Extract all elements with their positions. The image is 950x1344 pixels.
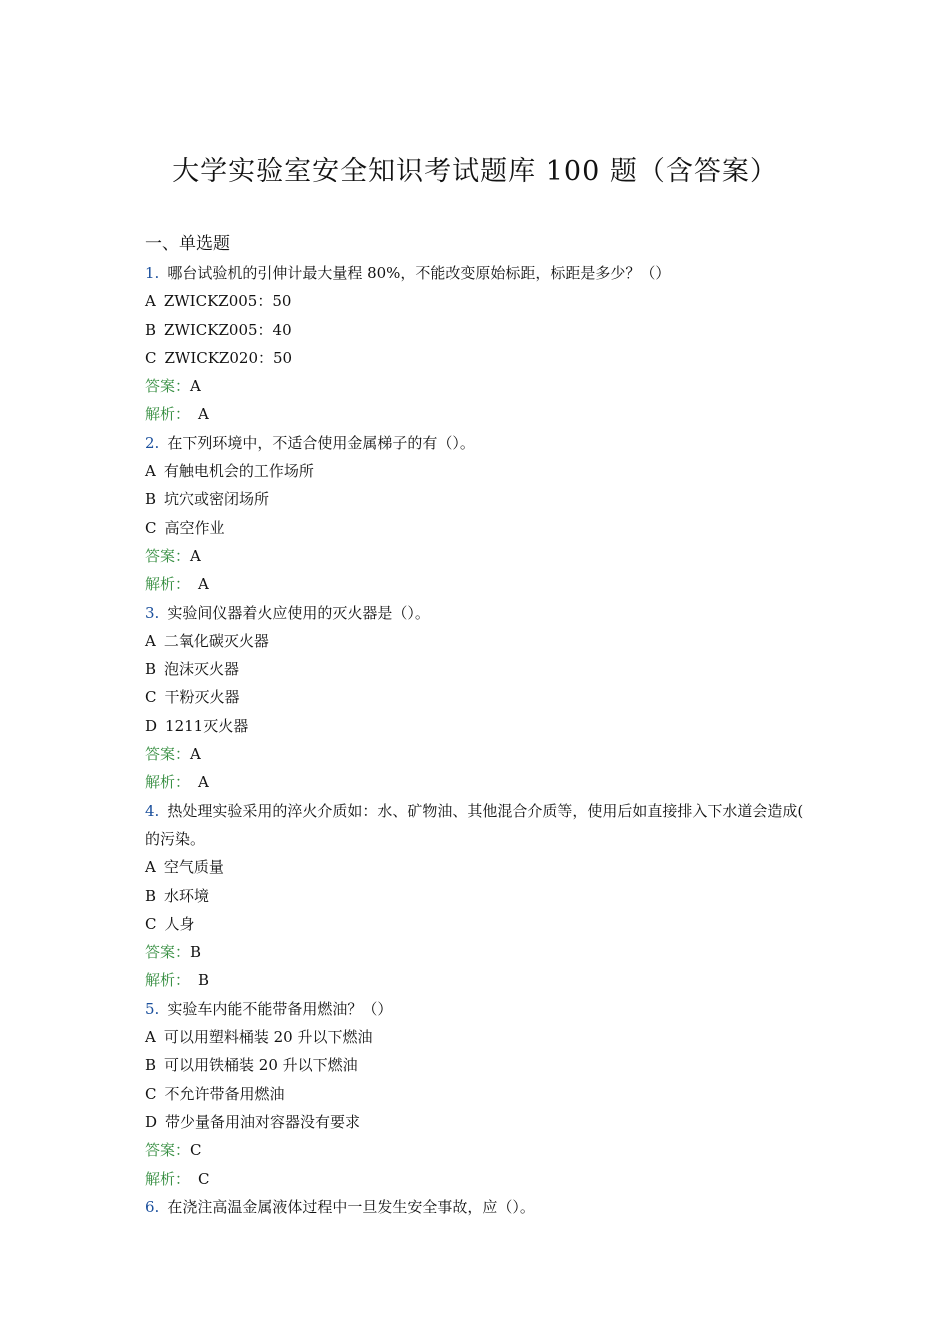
option-text: ZWICKZ005：50 [163, 292, 292, 311]
option-letter: A [145, 631, 156, 650]
analysis-value: C [198, 1169, 210, 1188]
option-letter: B [145, 1056, 157, 1075]
analysis-label: 解析： [145, 405, 191, 424]
option-text: 水环境 [164, 886, 210, 905]
option-letter: C [145, 518, 157, 537]
option-letter: B [145, 886, 157, 905]
option-letter: A [145, 292, 156, 311]
analysis-label: 解析： [145, 773, 191, 792]
answer-line [145, 740, 815, 768]
analysis-line [145, 1165, 815, 1193]
question-number: 6. [145, 1197, 160, 1216]
option-item [145, 712, 815, 740]
option-item [145, 344, 815, 372]
answer-label: 答案： [145, 1141, 191, 1160]
question-number: 1. [145, 264, 160, 282]
option-item [145, 1108, 815, 1136]
option-item [145, 882, 815, 910]
option-letter: C [145, 914, 157, 933]
answer-label: 答案： [145, 943, 191, 962]
option-item [145, 1023, 815, 1051]
option-letter: D [145, 1112, 158, 1131]
analysis-line [145, 570, 815, 598]
option-item [145, 1051, 815, 1079]
question-number: 5. [145, 999, 160, 1018]
analysis-value: B [198, 971, 210, 990]
document-title: 大学实验室安全知识考试题库 100 题（含答案） [172, 156, 778, 187]
question-stem [145, 429, 815, 457]
answer-label: 答案： [145, 377, 191, 396]
option-letter: B [145, 490, 157, 509]
option-item [145, 627, 815, 655]
option-letter: C [145, 1084, 157, 1103]
option-item [145, 1080, 815, 1108]
question-stem [145, 259, 815, 287]
option-item [145, 287, 815, 315]
question-stem [145, 995, 815, 1023]
answer-value: B [190, 943, 202, 962]
option-text: ZWICKZ020：50 [164, 348, 293, 367]
option-item [145, 485, 815, 513]
option-item [145, 457, 815, 485]
analysis-line [145, 400, 815, 428]
question-text: 热处理实验采用的淬火介质如：水、矿物油、其他混合介质等，使用后如直接排入下水道会造成( 的污染。 [145, 801, 804, 848]
option-letter: A [145, 462, 156, 481]
question-text: 实验间仪器着火应使用的灭火器是（）。 [167, 603, 430, 622]
option-text: 人身 [164, 914, 195, 933]
question-number: 3. [145, 603, 160, 622]
option-letter: D [145, 716, 158, 735]
question-number: 4. [145, 801, 160, 820]
option-letter: B [145, 660, 157, 679]
option-text: 不允许带备用燃油 [164, 1084, 285, 1103]
question-list [145, 259, 815, 1221]
answer-line [145, 542, 815, 570]
analysis-label: 解析： [145, 1169, 191, 1188]
option-text: ZWICKZ005：40 [164, 320, 292, 339]
answer-label: 答案： [145, 546, 191, 565]
option-text: 有触电机会的工作场所 [163, 462, 314, 481]
option-item [145, 853, 815, 881]
option-text: 可以用铁桶装 20 升以下燃油 [164, 1056, 358, 1075]
answer-value: C [190, 1141, 202, 1160]
option-letter: A [145, 858, 156, 877]
analysis-line [145, 768, 815, 796]
answer-value: A [190, 377, 201, 396]
option-letter: C [145, 348, 157, 367]
option-letter: A [145, 1028, 156, 1047]
analysis-label: 解析： [145, 971, 191, 990]
question-text: 在下列环境中，不适合使用金属梯子的有（）。 [167, 433, 475, 452]
option-text: 坑穴或密闭场所 [164, 490, 270, 509]
question-stem [145, 599, 815, 627]
question-text: 在浇注高温金属液体过程中一旦发生安全事故，应（）。 [167, 1197, 535, 1216]
option-text: 1211灭火器 [165, 716, 249, 735]
answer-value: A [190, 745, 201, 764]
answer-value: A [190, 546, 201, 565]
option-item [145, 514, 815, 542]
option-item [145, 316, 815, 344]
answer-line [145, 1136, 815, 1164]
question-stem [145, 797, 815, 854]
analysis-value: A [198, 405, 209, 424]
answer-line [145, 938, 815, 966]
question-stem [145, 1193, 815, 1221]
option-letter: C [145, 688, 157, 707]
answer-line [145, 372, 815, 400]
section-heading: 一、单选题 [145, 234, 230, 254]
option-item [145, 655, 815, 683]
analysis-value: A [198, 773, 209, 792]
option-text: 带少量备用油对容器没有要求 [165, 1112, 361, 1131]
question-text: 实验车内能不能带备用燃油？（） [167, 999, 393, 1018]
option-text: 高空作业 [164, 518, 225, 537]
option-item [145, 910, 815, 938]
answer-label: 答案： [145, 745, 191, 764]
question-number: 2. [145, 433, 160, 452]
option-item [145, 683, 815, 711]
option-text: 泡沫灭火器 [164, 660, 240, 679]
option-text: 二氧化碳灭火器 [163, 631, 269, 650]
analysis-label: 解析： [145, 575, 191, 594]
option-text: 可以用塑料桶装 20 升以下燃油 [163, 1028, 373, 1047]
question-text: 哪台试验机的引伸计最大量程 80%，不能改变原始标距，标距是多少？（） [167, 264, 671, 282]
option-letter: B [145, 320, 157, 339]
analysis-value: A [198, 575, 209, 594]
option-text: 空气质量 [163, 858, 224, 877]
option-text: 干粉灭火器 [164, 688, 240, 707]
analysis-line [145, 966, 815, 994]
